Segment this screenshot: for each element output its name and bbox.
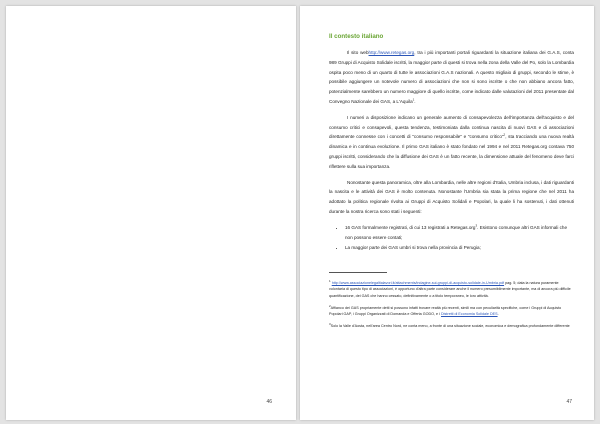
footnote-2 xyxy=(329,305,574,317)
footnote-1 xyxy=(329,280,574,299)
bullet-1-text: 16 GAS formalmente registrati, di cui 13 registrati a Retegas.org xyxy=(345,224,476,230)
footnote-3-number: 3 xyxy=(329,321,331,326)
page-content xyxy=(329,33,574,335)
p1-after: , tra i più importanti portali riguardanti la situazione italiana dei G.A.S, conta 989 Gruppi di Acquisto Solidale iscritti, la maggior parte di questi si trova nella zona della Valle del Po, solo la Lombardia ospita poco meno di un quarto di tutte le associazioni G.A.S nazionali. A questo migliaio di gruppi, secondo le stime, è possibile aggiungere un notevole numero di associazioni che non si sono iscritte o che non abbiano ancora fatto, potenzialmente sarebbero un numero maggiore di quello iscritte, come indicato dalle valutazioni del 2011 presentate dal Convegno Nazionale dei GAS, a L'Aquila xyxy=(329,50,574,104)
paragraph-1 xyxy=(329,48,574,107)
p1-before: Il sito web xyxy=(347,50,369,55)
left-page-number: 46 xyxy=(266,399,272,405)
list-item xyxy=(345,223,574,243)
footnote-separator xyxy=(329,272,387,273)
footnote-2-end: . xyxy=(497,311,499,316)
footnote-3-text: Solo la Valle d'Aosta, nell'area Centro Nord, ne conta meno, a fronte di una situazione sociale, economica e demografica profondamente differente xyxy=(330,324,570,329)
footnote-1-number: 1 xyxy=(329,278,331,283)
right-page xyxy=(300,6,594,420)
footnote-2-text: Affianco dei GAS propriamente detti si possono infatti trovare realtà più recenti, simili ma con peculiarità specifiche, come i Gruppi di Acquisto Popolari GAP, i Gruppi Organizzati di Domanda e Offerta GODO, e i xyxy=(329,305,562,316)
footnote-ref-3[interactable]: 3 xyxy=(475,223,478,228)
retegas-link[interactable]: http://www.retegas.org xyxy=(368,50,415,55)
footnote-2-number: 2 xyxy=(329,303,331,308)
paragraph-2 xyxy=(329,113,574,172)
footnote-3 xyxy=(329,323,574,329)
right-page-number: 47 xyxy=(566,399,572,405)
footnote-ref-1[interactable]: 1 xyxy=(412,97,415,102)
footnote-1-text: pag. 5; data la natura puramente volontaria di questo tipo di associazioni, è opportuno d'altra parte considerare anche il numero presumibilmente importante, ma di ancora più difficile quantificazione, dei GAS che hanno cessato, definitivamente o a titolo temporaneo, le loro attività. xyxy=(329,281,571,298)
p2-text-a: I numeri a disposizione indicano un generale aumento di consapevolezza dell'importanza dell'acquisto e del consumo critici e consapevoli, questa tendenza, testimoniata dalla continua nascita di nuovi GAS e di associazioni direttamente connesse con i concetti di "consumo responsabile" e "consumo critico" xyxy=(329,114,574,140)
footnote-ref-2[interactable]: 2 xyxy=(503,132,506,137)
bullet-1-tail: . Esistono comunque altri GAS informali che non possono essere contati; xyxy=(345,224,568,240)
footnote-2-link[interactable]: Distretti di Economia Solidale DES xyxy=(440,311,498,316)
left-page xyxy=(6,6,296,420)
p1-end: . xyxy=(414,98,416,104)
p2-text-b: , sta tracciando una nuova realtà dinamica e in continua evoluzione. Il primo GAS italiano è stato fondato nel 1994 e nel 2011 Retegas.org contava 750 gruppi iscritti, considerando che la diffusione dei GAS è un fatto recente, la dimensione attuale del fenomeno deve farci riflettere sulla sua importanza. xyxy=(329,134,574,169)
bullet-list xyxy=(329,223,574,253)
paragraph-3: Nonostante questa panoramica, oltre alla Lombardia, nelle altre regioni d'Italia, Umbria inclusa, i dati riguardanti la nascita e le attività dei GAS è molto contenuta. Nonostante l'Umbria sia stata la prima regione che nel 2011 ha adottato la politica regionale rivolta ai Gruppi di Acquisto Solidali e Popolari, la quale li ha sostenuti, i dati ottenuti durante la nostra ricerca sono stati i seguenti: xyxy=(329,179,574,214)
section-title: Il contesto italiano xyxy=(329,33,384,40)
bullet-2-text: La maggior parte dei GAS umbri si trova nella provincia di Perugia; xyxy=(345,245,481,251)
footnote-1-link[interactable]: http://www.associazionelegalitalavori.it/attachments/indagine-sui-gruppi-di-acquisto-solidale-in-Umbria.pdf xyxy=(331,281,505,286)
list-item xyxy=(345,243,574,253)
